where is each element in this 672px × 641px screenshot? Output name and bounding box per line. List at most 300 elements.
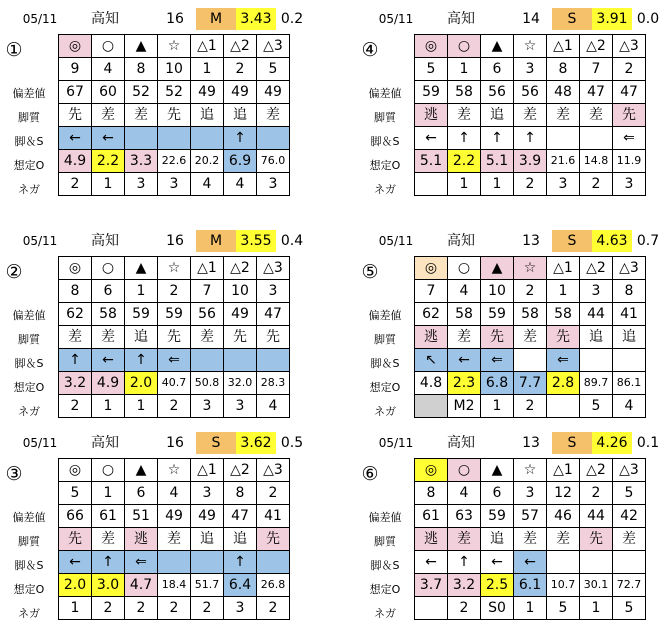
deviation-cell: 63: [448, 505, 481, 528]
pace-arrow-cell: [125, 127, 158, 150]
table-row: [415, 326, 646, 349]
running-style-cell: 追: [613, 326, 646, 349]
table-row: [415, 150, 646, 173]
deviation-cell: 52: [125, 81, 158, 104]
pace-arrow-cell: [191, 127, 224, 150]
table-row: [59, 459, 290, 482]
negative-count-cell: 3: [191, 395, 224, 418]
field-size: 13: [522, 435, 540, 451]
running-style-cell: 差: [92, 104, 125, 127]
field-size: 13: [522, 233, 540, 249]
mark-cell: △3: [613, 35, 646, 58]
row-label: 偏差値: [368, 309, 402, 322]
negative-count-cell: 1: [481, 395, 514, 418]
pace-arrow-cell: ↑: [92, 551, 125, 574]
running-style-cell: 逃: [415, 326, 448, 349]
estimated-odds-cell: 2.0: [59, 574, 92, 597]
race-number: ⑤: [361, 261, 379, 283]
extra-index: 0.4: [280, 233, 304, 249]
race-date: 05/11: [22, 12, 58, 26]
mark-cell: △2: [224, 35, 257, 58]
table-row: [59, 257, 290, 280]
table-row: [415, 395, 646, 418]
horse-number-cell: 2: [257, 482, 290, 505]
mark-cell: ◎: [59, 35, 92, 58]
table-row: [59, 280, 290, 303]
row-label: 脚質: [374, 111, 396, 124]
row-label: 脚＆S: [14, 135, 44, 148]
mark-cell: ▲: [481, 459, 514, 482]
table-row: [415, 528, 646, 551]
race-panel: [356, 230, 672, 430]
odds-index: 3.91: [592, 8, 632, 30]
race-grade: M: [196, 230, 236, 252]
row-label: ネガ: [18, 405, 40, 418]
pace-arrow-cell: [191, 349, 224, 372]
running-style-cell: 追: [224, 104, 257, 127]
deviation-cell: 47: [224, 505, 257, 528]
negative-count-cell: 3: [224, 395, 257, 418]
row-label: ネガ: [18, 183, 40, 196]
pace-arrow-cell: ↑: [514, 127, 547, 150]
mark-cell: ▲: [125, 257, 158, 280]
table-row: [415, 505, 646, 528]
odds-index: 3.62: [236, 432, 276, 454]
negative-count-cell: 1: [448, 173, 481, 196]
horse-number-cell: 2: [580, 482, 613, 505]
mark-cell: △1: [191, 257, 224, 280]
horse-number-cell: 5: [613, 482, 646, 505]
race-panel: [0, 8, 316, 208]
horse-number-cell: 3: [580, 280, 613, 303]
horse-number-cell: 8: [59, 280, 92, 303]
negative-count-cell: 1: [514, 597, 547, 620]
running-style-cell: 追: [125, 326, 158, 349]
row-label: 想定O: [13, 583, 45, 596]
running-style-cell: 逃: [415, 528, 448, 551]
mark-cell: ○: [92, 35, 125, 58]
table-row: [59, 505, 290, 528]
horse-number-cell: 1: [191, 58, 224, 81]
horse-number-cell: 10: [224, 280, 257, 303]
table-row: [59, 372, 290, 395]
row-label: 脚質: [18, 111, 40, 124]
negative-count-cell: [415, 173, 448, 196]
pace-arrow-cell: ↑: [481, 127, 514, 150]
deviation-cell: 59: [125, 303, 158, 326]
table-row: [59, 104, 290, 127]
pace-arrow-cell: ←: [92, 127, 125, 150]
negative-count-cell: 2: [448, 597, 481, 620]
mark-cell: △2: [580, 459, 613, 482]
negative-count-cell: 4: [613, 395, 646, 418]
deviation-cell: 57: [514, 505, 547, 528]
deviation-cell: 59: [481, 505, 514, 528]
table-row: [59, 395, 290, 418]
negative-count-cell: M2: [448, 395, 481, 418]
row-label: ネガ: [18, 607, 40, 620]
horse-number-cell: 3: [191, 482, 224, 505]
estimated-odds-cell: 26.8: [257, 574, 290, 597]
race-venue: 高知: [91, 11, 119, 27]
row-label: 想定O: [369, 583, 401, 596]
pace-arrow-cell: [257, 349, 290, 372]
mark-cell: ☆: [514, 459, 547, 482]
deviation-cell: 44: [580, 303, 613, 326]
table-row: [415, 257, 646, 280]
running-style-cell: 逃: [415, 104, 448, 127]
deviation-cell: 49: [224, 303, 257, 326]
deviation-cell: 58: [92, 303, 125, 326]
mark-cell: ▲: [125, 459, 158, 482]
running-style-cell: 差: [448, 326, 481, 349]
horse-number-cell: 10: [481, 280, 514, 303]
row-label: 偏差値: [12, 309, 46, 322]
negative-count-cell: 4: [191, 173, 224, 196]
estimated-odds-cell: 20.2: [191, 150, 224, 173]
negative-count-cell: 2: [92, 597, 125, 620]
running-style-cell: 差: [547, 104, 580, 127]
row-label: 偏差値: [368, 87, 402, 100]
estimated-odds-cell: 2.5: [481, 574, 514, 597]
mark-cell: ☆: [514, 35, 547, 58]
extra-index: 0.7: [636, 233, 660, 249]
row-label: 脚＆S: [14, 357, 44, 370]
pace-arrow-cell: [257, 551, 290, 574]
estimated-odds-cell: 4.9: [92, 372, 125, 395]
pace-arrow-cell: [514, 349, 547, 372]
horse-number-cell: 2: [224, 58, 257, 81]
negative-count-cell: 1: [59, 597, 92, 620]
running-style-cell: 差: [547, 528, 580, 551]
pace-arrow-cell: [257, 127, 290, 150]
deviation-cell: 49: [257, 81, 290, 104]
pace-arrow-cell: ←: [415, 551, 448, 574]
negative-count-cell: 1: [92, 395, 125, 418]
table-row: [59, 574, 290, 597]
estimated-odds-cell: 18.4: [158, 574, 191, 597]
mark-cell: ◎: [415, 459, 448, 482]
running-style-cell: 先: [158, 326, 191, 349]
race-date: 05/11: [378, 436, 414, 450]
pace-arrow-cell: ←: [514, 551, 547, 574]
estimated-odds-cell: 3.9: [514, 150, 547, 173]
race-grade: S: [552, 230, 592, 252]
running-style-cell: 先: [481, 326, 514, 349]
odds-index: 3.55: [236, 230, 276, 252]
mark-cell: △1: [191, 459, 224, 482]
estimated-odds-cell: 30.1: [580, 574, 613, 597]
field-size: 16: [166, 11, 184, 27]
deviation-cell: 59: [481, 303, 514, 326]
running-style-cell: 先: [613, 104, 646, 127]
negative-count-cell: 4: [257, 395, 290, 418]
mark-cell: ▲: [125, 35, 158, 58]
horse-number-cell: 2: [514, 280, 547, 303]
pace-arrow-cell: ⇐: [547, 349, 580, 372]
table-row: [415, 35, 646, 58]
table-row: [59, 551, 290, 574]
row-label: 想定O: [13, 381, 45, 394]
extra-index: 0.5: [280, 435, 304, 451]
pace-arrow-cell: ←: [92, 349, 125, 372]
race-header: [356, 230, 672, 252]
pace-arrow-cell: ⇐: [613, 127, 646, 150]
estimated-odds-cell: 40.7: [158, 372, 191, 395]
deviation-cell: 58: [547, 303, 580, 326]
horse-number-cell: 1: [547, 280, 580, 303]
race-number: ④: [361, 39, 379, 61]
mark-cell: △2: [224, 257, 257, 280]
odds-index: 3.43: [236, 8, 276, 30]
estimated-odds-cell: 2.3: [448, 372, 481, 395]
deviation-cell: 62: [415, 303, 448, 326]
running-style-cell: 差: [514, 326, 547, 349]
mark-cell: ☆: [158, 257, 191, 280]
deviation-cell: 60: [92, 81, 125, 104]
negative-count-cell: 5: [547, 597, 580, 620]
mark-cell: ▲: [481, 35, 514, 58]
estimated-odds-cell: 2.2: [448, 150, 481, 173]
negative-count-cell: 3: [125, 173, 158, 196]
prediction-grid: [414, 458, 646, 620]
table-row: [415, 104, 646, 127]
pace-arrow-cell: [158, 551, 191, 574]
horse-number-cell: 7: [191, 280, 224, 303]
pace-arrow-cell: ⇐: [125, 551, 158, 574]
horse-number-cell: 5: [415, 58, 448, 81]
running-style-cell: 先: [257, 528, 290, 551]
table-row: [415, 280, 646, 303]
horse-number-cell: 8: [125, 58, 158, 81]
odds-index: 4.63: [592, 230, 632, 252]
running-style-cell: 追: [481, 104, 514, 127]
deviation-cell: 59: [415, 81, 448, 104]
race-venue: 高知: [447, 233, 475, 249]
row-label: 想定O: [369, 159, 401, 172]
deviation-cell: 59: [158, 303, 191, 326]
estimated-odds-cell: 14.8: [580, 150, 613, 173]
negative-count-cell: [415, 597, 448, 620]
negative-count-cell: 2: [158, 395, 191, 418]
deviation-cell: 41: [257, 505, 290, 528]
estimated-odds-cell: 6.9: [224, 150, 257, 173]
horse-number-cell: 6: [481, 482, 514, 505]
horse-number-cell: 2: [158, 280, 191, 303]
table-row: [415, 597, 646, 620]
horse-number-cell: 10: [158, 58, 191, 81]
mark-cell: △2: [224, 459, 257, 482]
row-label: 脚質: [18, 333, 40, 346]
negative-count-cell: 3: [224, 597, 257, 620]
deviation-cell: 56: [514, 81, 547, 104]
mark-cell: △1: [547, 459, 580, 482]
deviation-cell: 49: [191, 81, 224, 104]
negative-count-cell: 3: [613, 173, 646, 196]
race-header: [0, 8, 316, 30]
race-grade: S: [552, 432, 592, 454]
deviation-cell: 58: [514, 303, 547, 326]
running-style-cell: 追: [580, 326, 613, 349]
running-style-cell: 先: [257, 326, 290, 349]
horse-number-cell: 4: [448, 482, 481, 505]
negative-count-cell: 2: [59, 395, 92, 418]
estimated-odds-cell: 3.2: [448, 574, 481, 597]
negative-count-cell: 2: [191, 597, 224, 620]
table-row: [415, 58, 646, 81]
table-row: [59, 597, 290, 620]
estimated-odds-cell: 3.0: [92, 574, 125, 597]
table-row: [415, 173, 646, 196]
negative-count-cell: 1: [580, 597, 613, 620]
table-row: [59, 150, 290, 173]
horse-number-cell: 2: [613, 58, 646, 81]
deviation-cell: 47: [580, 81, 613, 104]
mark-cell: ☆: [158, 35, 191, 58]
deviation-cell: 62: [59, 303, 92, 326]
negative-count-cell: S0: [481, 597, 514, 620]
horse-number-cell: 1: [125, 280, 158, 303]
horse-number-cell: 4: [448, 280, 481, 303]
prediction-grid: [414, 256, 646, 418]
table-row: [59, 349, 290, 372]
estimated-odds-cell: 4.7: [125, 574, 158, 597]
field-size: 16: [166, 233, 184, 249]
row-label: ネガ: [374, 183, 396, 196]
estimated-odds-cell: 7.7: [514, 372, 547, 395]
negative-count-cell: 2: [257, 597, 290, 620]
negative-count-cell: 3: [158, 173, 191, 196]
deviation-cell: 61: [92, 505, 125, 528]
horse-number-cell: 4: [92, 58, 125, 81]
running-style-cell: 差: [257, 104, 290, 127]
table-row: [415, 127, 646, 150]
mark-cell: △1: [547, 35, 580, 58]
running-style-cell: 先: [580, 528, 613, 551]
pace-arrow-cell: [547, 551, 580, 574]
odds-index: 4.26: [592, 432, 632, 454]
table-row: [59, 35, 290, 58]
table-row: [415, 574, 646, 597]
horse-number-cell: 8: [547, 58, 580, 81]
table-row: [59, 173, 290, 196]
horse-number-cell: 1: [448, 58, 481, 81]
race-header: [356, 8, 672, 30]
horse-number-cell: 4: [158, 482, 191, 505]
running-style-cell: 差: [59, 326, 92, 349]
estimated-odds-cell: 86.1: [613, 372, 646, 395]
estimated-odds-cell: 11.9: [613, 150, 646, 173]
running-style-cell: 差: [191, 326, 224, 349]
mark-cell: ○: [448, 459, 481, 482]
estimated-odds-cell: 2.0: [125, 372, 158, 395]
deviation-cell: 56: [191, 303, 224, 326]
running-style-cell: 差: [92, 528, 125, 551]
mark-cell: ○: [448, 257, 481, 280]
mark-cell: ◎: [415, 257, 448, 280]
extra-index: 0.0: [636, 11, 660, 27]
horse-number-cell: 6: [92, 280, 125, 303]
mark-cell: △3: [613, 459, 646, 482]
mark-cell: △1: [191, 35, 224, 58]
race-date: 05/11: [378, 234, 414, 248]
race-panel: [356, 432, 672, 632]
negative-count-cell: [415, 395, 448, 418]
running-style-cell: 先: [547, 326, 580, 349]
table-row: [415, 81, 646, 104]
row-label: 脚質: [374, 535, 396, 548]
running-style-cell: 追: [481, 528, 514, 551]
estimated-odds-cell: 51.7: [191, 574, 224, 597]
negative-count-cell: 3: [547, 173, 580, 196]
estimated-odds-cell: 4.9: [59, 150, 92, 173]
mark-cell: ○: [92, 257, 125, 280]
pace-arrow-cell: [613, 551, 646, 574]
field-size: 14: [522, 11, 540, 27]
race-venue: 高知: [91, 435, 119, 451]
estimated-odds-cell: 2.8: [547, 372, 580, 395]
table-row: [415, 551, 646, 574]
running-style-cell: 追: [224, 528, 257, 551]
field-size: 16: [166, 435, 184, 451]
mark-cell: ○: [448, 35, 481, 58]
race-date: 05/11: [22, 436, 58, 450]
row-label: 偏差値: [12, 511, 46, 524]
pace-arrow-cell: ↑: [448, 127, 481, 150]
mark-cell: ☆: [514, 257, 547, 280]
pace-arrow-cell: [224, 349, 257, 372]
mark-cell: △3: [257, 35, 290, 58]
race-venue: 高知: [91, 233, 119, 249]
deviation-cell: 48: [547, 81, 580, 104]
negative-count-cell: 1: [92, 173, 125, 196]
horse-number-cell: 8: [613, 280, 646, 303]
mark-cell: ◎: [59, 459, 92, 482]
deviation-cell: 49: [191, 505, 224, 528]
race-panel: [356, 8, 672, 208]
row-label: 偏差値: [12, 87, 46, 100]
running-style-cell: 差: [514, 528, 547, 551]
deviation-cell: 67: [59, 81, 92, 104]
deviation-cell: 51: [125, 505, 158, 528]
estimated-odds-cell: 21.6: [547, 150, 580, 173]
mark-cell: △1: [547, 257, 580, 280]
race-number: ②: [5, 261, 23, 283]
negative-count-cell: 1: [481, 173, 514, 196]
table-row: [59, 58, 290, 81]
table-row: [59, 127, 290, 150]
mark-cell: △2: [580, 257, 613, 280]
negative-count-cell: 2: [59, 173, 92, 196]
race-panel: [0, 230, 316, 430]
horse-number-cell: 12: [547, 482, 580, 505]
row-label: 脚質: [18, 535, 40, 548]
deviation-cell: 44: [580, 505, 613, 528]
deviation-cell: 41: [613, 303, 646, 326]
prediction-grid: [414, 34, 646, 196]
estimated-odds-cell: 32.0: [224, 372, 257, 395]
negative-count-cell: 2: [580, 173, 613, 196]
race-number: ③: [5, 463, 23, 485]
negative-count-cell: 4: [224, 173, 257, 196]
horse-number-cell: 3: [514, 58, 547, 81]
row-label: ネガ: [374, 405, 396, 418]
running-style-cell: 差: [448, 528, 481, 551]
race-number: ①: [5, 39, 23, 61]
pace-arrow-cell: ↑: [448, 551, 481, 574]
pace-arrow-cell: ←: [481, 551, 514, 574]
estimated-odds-cell: 2.2: [92, 150, 125, 173]
